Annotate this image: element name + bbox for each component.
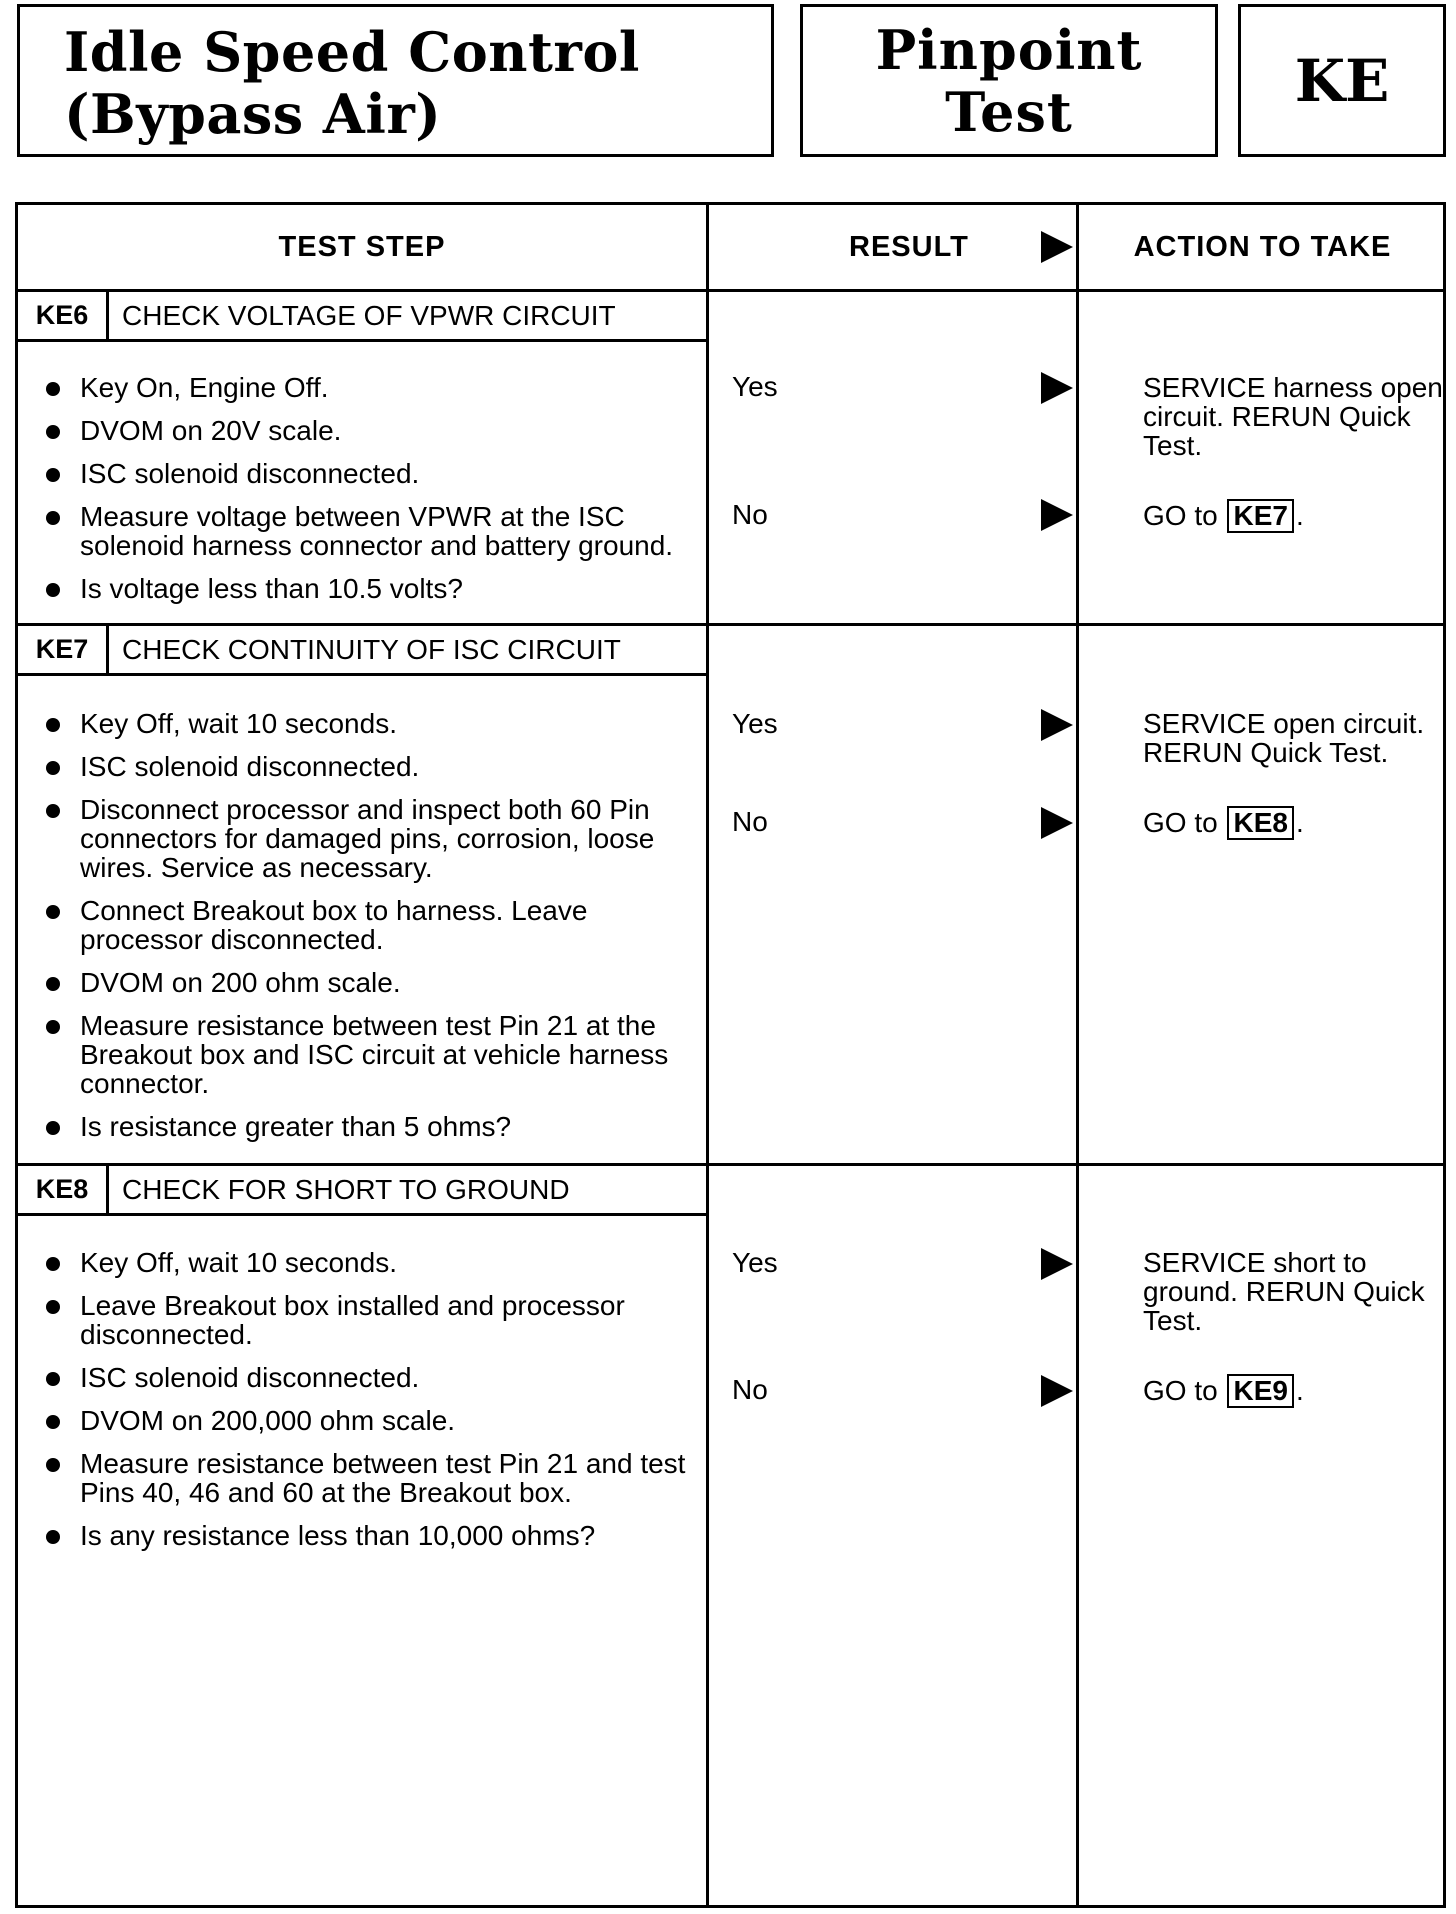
list-item: ISC solenoid disconnected. [42,459,692,488]
action-no-prefix: GO to [1143,807,1218,838]
step-header-ke7 [18,626,706,676]
result-yes: Yes [732,1247,778,1278]
result-yes: Yes [732,708,778,739]
action-no [1143,499,1443,533]
column-divider [1076,205,1079,1905]
column-header-test-step: TEST STEP [278,230,446,263]
result-arrow-icon [1041,231,1073,263]
column-divider [706,205,709,1905]
arrow-right-icon [1041,1248,1073,1280]
action-no [1143,806,1443,840]
goto-step-link[interactable]: KE7 [1227,499,1293,533]
step-title: CHECK CONTINUITY OF ISC CIRCUIT [122,633,621,665]
action-no-suffix: . [1295,500,1304,531]
list-item: Is resistance greater than 5 ohms? [42,1112,692,1141]
pinpoint-test-box [800,4,1218,157]
result-no: No [732,1374,768,1405]
step-header-ke8 [18,1166,706,1216]
column-header-result-label: RESULT [849,230,969,263]
action-no-prefix: GO to [1143,500,1218,531]
list-item: Measure resistance between test Pin 21 and test Pins 40, 46 and 60 at the Breakout box. [42,1449,692,1507]
result-yes: Yes [732,371,778,402]
page-title-line1: Idle Speed Control [64,20,640,84]
pinpoint-label-line2: Test [945,80,1073,144]
result-no: No [732,806,768,837]
goto-step-link[interactable]: KE9 [1227,1374,1293,1408]
list-item: Disconnect processor and inspect both 60 Pin connectors for damaged pins, corrosion, loose wires. Service as necessary. [42,795,692,882]
list-item: Key Off, wait 10 seconds. [42,709,692,738]
action-no-suffix: . [1295,1375,1304,1406]
goto-step-link[interactable]: KE8 [1227,806,1293,840]
list-item: Leave Breakout box installed and processor disconnected. [42,1291,692,1349]
arrow-right-icon [1041,807,1073,839]
step-id: KE8 [18,1166,109,1213]
action-yes: SERVICE harness open circuit. RERUN Quick Test. [1143,372,1443,461]
step-title: CHECK FOR SHORT TO GROUND [122,1173,570,1205]
arrow-right-icon [1041,372,1073,404]
action-no-prefix: GO to [1143,1375,1218,1406]
list-item: Connect Breakout box to harness. Leave processor disconnected. [42,896,692,954]
step-bullets-ke6 [42,373,692,617]
column-header-result [709,205,1076,289]
list-item: ISC solenoid disconnected. [42,752,692,781]
action-no-suffix: . [1295,807,1304,838]
column-header-action: ACTION TO TAKE [1133,230,1392,263]
step-bullets-ke7 [42,709,692,1155]
step-header-ke6 [18,292,706,342]
test-code: KE [1294,46,1390,115]
step-bullets-ke8 [42,1248,692,1564]
page-title-box [17,4,774,157]
arrow-right-icon [1041,1375,1073,1407]
list-item: DVOM on 200,000 ohm scale. [42,1406,692,1435]
list-item: Is voltage less than 10.5 volts? [42,574,692,603]
arrow-right-icon [1041,499,1073,531]
pinpoint-test-table [15,202,1446,1908]
list-item: Is any resistance less than 10,000 ohms? [42,1521,692,1550]
step-id: KE6 [18,292,109,339]
step-id: KE7 [18,626,109,673]
list-item: ISC solenoid disconnected. [42,1363,692,1392]
page-title-line2: (Bypass Air) [64,82,442,146]
arrow-right-icon [1041,709,1073,741]
pinpoint-label-line1: Pinpoint [875,18,1143,82]
action-yes: SERVICE short to ground. RERUN Quick Test. [1143,1247,1425,1336]
action-no [1143,1374,1443,1408]
list-item: Key On, Engine Off. [42,373,692,402]
list-item: Measure voltage between VPWR at the ISC solenoid harness connector and battery ground. [42,502,692,560]
step-title: CHECK VOLTAGE OF VPWR CIRCUIT [122,299,616,331]
list-item: Key Off, wait 10 seconds. [42,1248,692,1277]
result-no: No [732,499,768,530]
list-item: DVOM on 200 ohm scale. [42,968,692,997]
list-item: Measure resistance between test Pin 21 at the Breakout box and ISC circuit at vehicle harness connector. [42,1011,692,1098]
list-item: DVOM on 20V scale. [42,416,692,445]
action-yes: SERVICE open circuit. RERUN Quick Test. [1143,708,1425,768]
test-code-box [1238,4,1446,157]
